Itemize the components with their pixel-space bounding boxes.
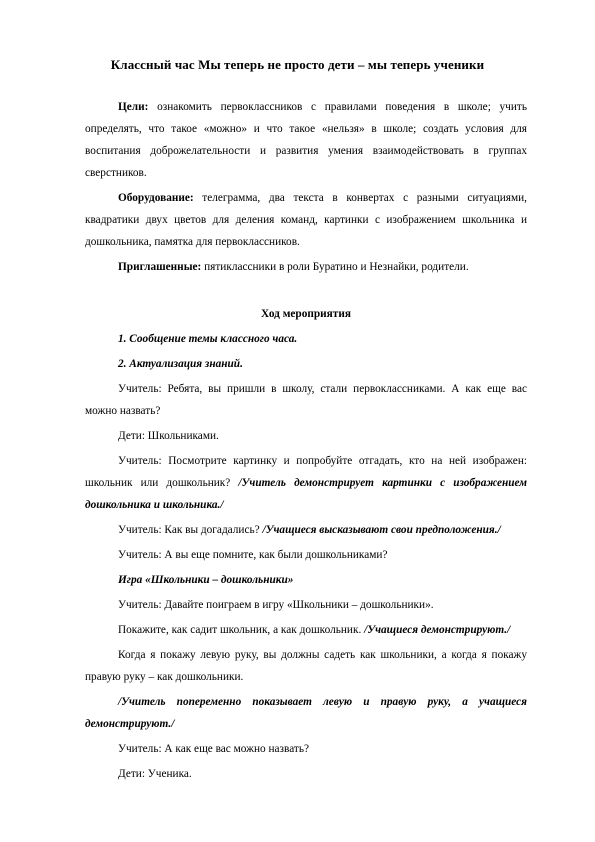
document-body (85, 96, 527, 785)
stage-direction-paragraph: /Учитель попеременно показывает левую и правую руку, а учащиеся демонстрируют./ (85, 696, 527, 730)
speaker-label: Учитель: (118, 383, 162, 395)
paragraph-text: Посмотрите картинку и попробуйте отгадать, кто на ней изображен: школьник или дошкольник? (85, 455, 527, 489)
page-title: Классный час Мы теперь не просто дети – мы теперь ученики (110, 57, 485, 72)
teacher-paragraph-1 (85, 378, 527, 422)
paragraph-text: Ребята, вы пришли в школу, стали первоклассниками. А как еще вас можно назвать? (85, 383, 527, 417)
paragraph-text: Покажите, как садит школьник, а как дошкольник. (118, 624, 365, 636)
progress-heading: Ход мероприятия (261, 308, 351, 320)
invited-text: пятиклассники в роли Буратино и Незнайки, родители. (201, 261, 469, 273)
teacher-paragraph-2 (85, 450, 527, 516)
invited-label: Приглашенные: (118, 261, 202, 273)
children-answer-2 (85, 763, 527, 785)
teacher-paragraph-3 (85, 519, 527, 541)
instruction-paragraph-2: Когда я покажу левую руку, вы должны садеть как школьники, а когда я покажу правую руку – как дошкольники. (85, 649, 527, 683)
paragraph-text: А вы еще помните, как были дошкольниками? (161, 549, 388, 561)
teacher-paragraph-6 (85, 738, 527, 760)
equipment-paragraph (85, 187, 527, 253)
speaker-label: Учитель: (118, 455, 162, 467)
goals-paragraph (85, 96, 527, 184)
stage-direction: /Учащиеся демонстрируют./ (364, 624, 511, 636)
children-answer-1: Дети: Школьниками. (118, 430, 219, 442)
instruction-paragraph-1 (85, 619, 527, 641)
goals-text: ознакомить первоклассников с правилами поведения в школе; учить определять, что такое «можно» и что такое «нельзя» в школе; создать условия для воспитания доброжелательности и развития умения взаимодействовать в группах сверстников. (85, 101, 527, 179)
game-heading: Игра «Школьники – дошкольники» (118, 574, 294, 586)
invited-paragraph (85, 256, 527, 278)
section-1-heading: 1. Сообщение темы классного часа. (118, 333, 298, 345)
stage-direction: /Учитель демонстрирует картинки с изображением дошкольника и школьника./ (85, 477, 527, 511)
speaker-label: Дети: (118, 768, 145, 780)
equipment-text: телеграмма, два текста в конвертах с разными ситуациями, квадратики двух цветов для деления команд, картинки с изображением школьника и дошкольника, памятка для первоклассников. (85, 192, 527, 248)
paragraph-text: Ученика. (144, 768, 192, 780)
goals-label: Цели: (118, 101, 149, 113)
stage-direction: /Учащиеся высказывают свои предположения./ (262, 524, 501, 536)
teacher-paragraph-4 (85, 544, 527, 566)
speaker-label: Учитель: (118, 524, 162, 536)
paragraph-text: А как еще вас можно назвать? (161, 743, 310, 755)
paragraph-text: Как вы догадались? (161, 524, 263, 536)
teacher-paragraph-5: Учитель: Давайте поиграем в игру «Школьники – дошкольники». (118, 599, 434, 611)
speaker-label: Учитель: (118, 743, 162, 755)
speaker-label: Учитель: (118, 549, 162, 561)
section-2-heading: 2. Актуализация знаний. (118, 358, 243, 370)
equipment-label: Оборудование: (118, 192, 194, 204)
